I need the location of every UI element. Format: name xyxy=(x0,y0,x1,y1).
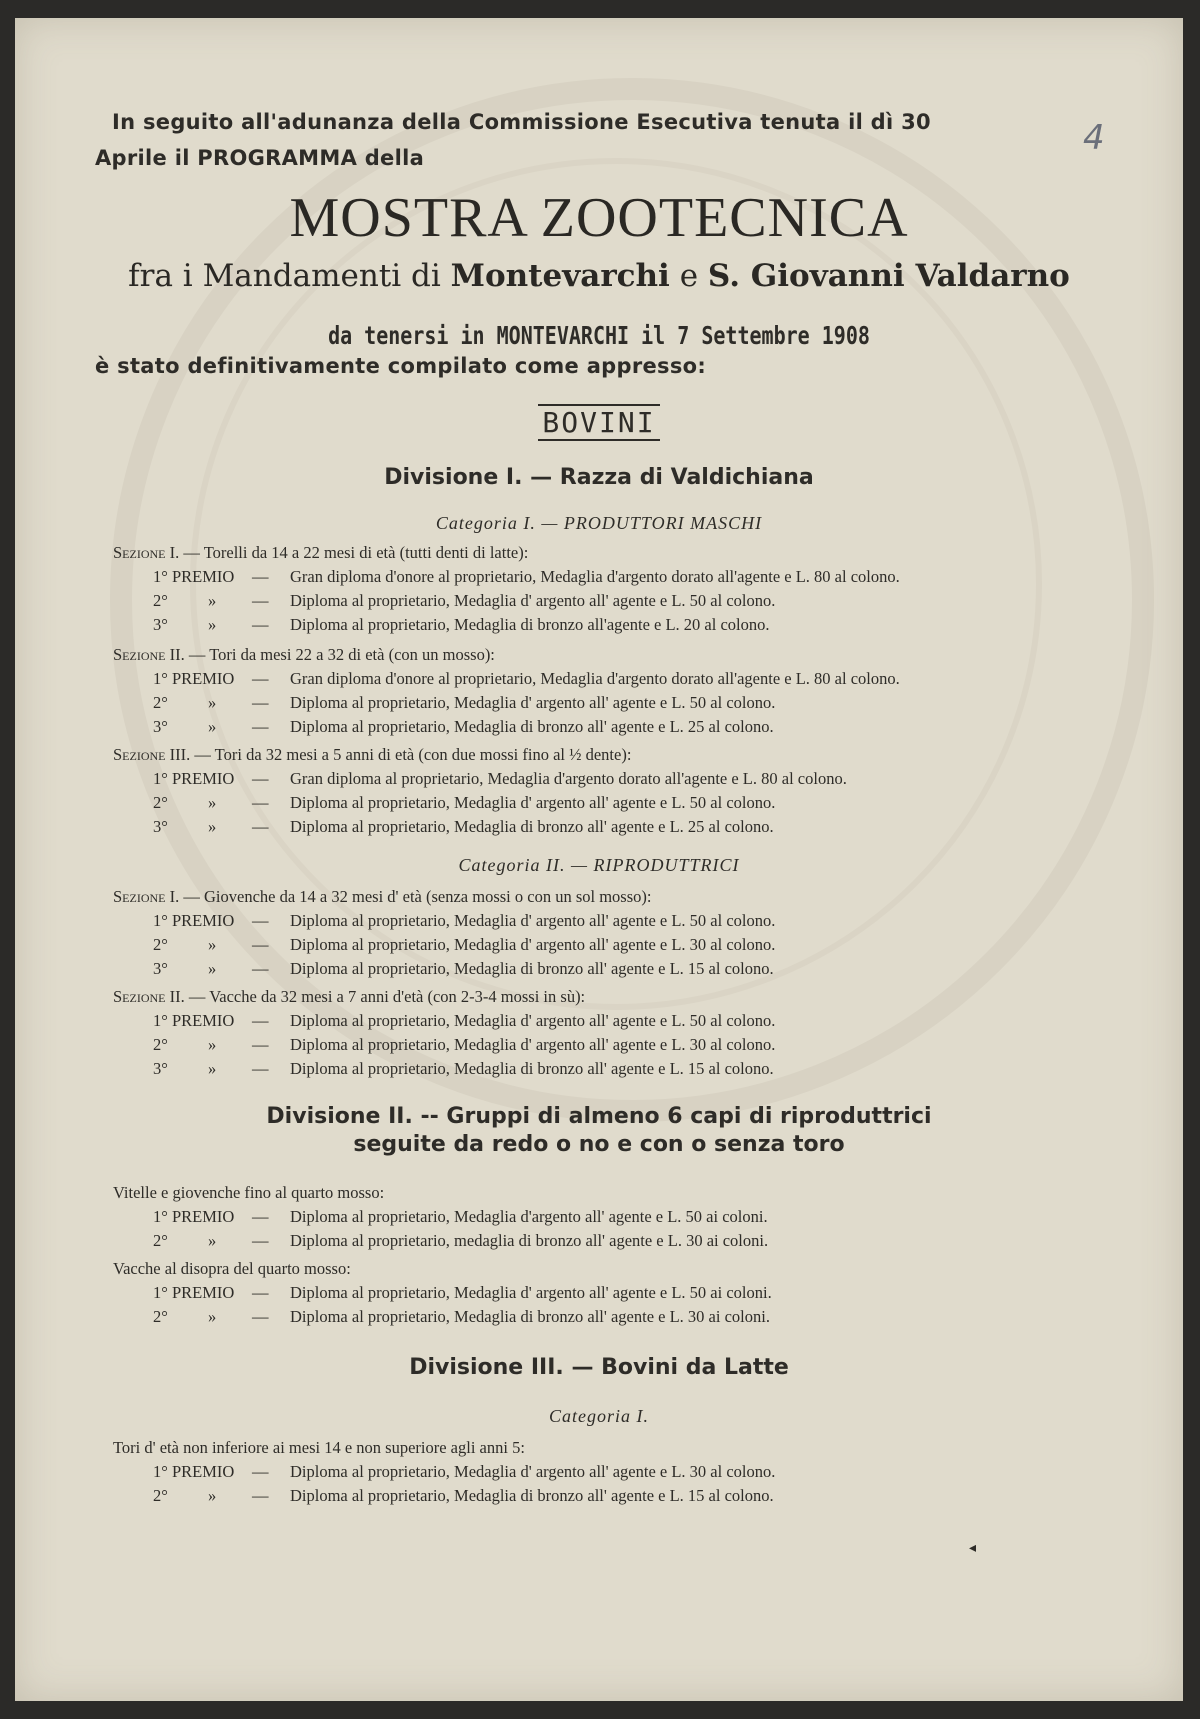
dash: — xyxy=(252,717,269,736)
dash: — xyxy=(252,1231,269,1250)
section-label: Sezione xyxy=(113,645,166,664)
section-label: Sezione xyxy=(113,987,166,1006)
prize-rank: 1° PREMIO xyxy=(153,1207,235,1226)
intro-line-2: Aprile il PROGRAMMA della xyxy=(95,146,425,170)
dash: — xyxy=(252,1307,269,1326)
ditto-mark: » xyxy=(208,717,217,736)
division-1-heading: Divisione I. — Razza di Valdichiana xyxy=(384,465,814,490)
dateline: da tenersi in MONTEVARCHI il 7 Settembre 1908 xyxy=(328,320,870,350)
page-number: 4 xyxy=(1083,118,1105,158)
prize-rank: 1° PREMIO xyxy=(153,911,235,930)
div1-category-2: Categoria II. — RIPRODUTTRICI xyxy=(458,855,740,875)
section-line xyxy=(113,645,495,665)
dash: — xyxy=(252,959,269,978)
dash: — xyxy=(252,1035,269,1054)
dash: — xyxy=(252,669,269,688)
ditto-mark: » xyxy=(208,959,217,978)
dash: — xyxy=(252,769,269,788)
prize-rank: 2° xyxy=(153,591,168,610)
div1-category-1: Categoria I. — PRODUTTORI MASCHI xyxy=(435,513,763,533)
prize-description: Diploma al proprietario, Medaglia d' argento all' agente e L. 50 al colono. xyxy=(290,1011,776,1030)
prize-rank: 2° xyxy=(153,1307,168,1326)
dash: — xyxy=(252,1011,269,1030)
prize-rank: 2° xyxy=(153,693,168,712)
group-text: Tori d' età non inferiore ai mesi 14 e non superiore agli anni 5: xyxy=(113,1438,525,1457)
prize-rank: 3° xyxy=(153,717,168,736)
ditto-mark: » xyxy=(208,693,217,712)
group-text: Vacche al disopra del quarto mosso: xyxy=(113,1259,351,1278)
division-2-heading-1: Divisione II. -- Gruppi di almeno 6 capi di riproduttrici xyxy=(266,1104,932,1129)
section-label: Sezione xyxy=(113,887,166,906)
prize-rank: 2° xyxy=(153,1035,168,1054)
ditto-mark: » xyxy=(208,1486,217,1505)
ditto-mark: » xyxy=(208,793,217,812)
dash: — xyxy=(252,615,269,634)
prize-description: Diploma al proprietario, Medaglia d' argento all' agente e L. 50 al colono. xyxy=(290,793,776,812)
prize-rank: 2° xyxy=(153,1231,168,1250)
compiled-line: è stato definitivamente compilato come appresso: xyxy=(95,354,707,378)
subtitle-place-2: S. Giovanni Valdarno xyxy=(707,258,1070,294)
subtitle-place-1: Montevarchi xyxy=(450,258,670,294)
dash: — xyxy=(252,591,269,610)
prize-description: Gran diploma d'onore al proprietario, Medaglia d'argento dorato all'agente e L. 80 al colono. xyxy=(290,669,900,688)
group-text: Vitelle e giovenche fino al quarto mosso: xyxy=(113,1183,385,1202)
ditto-mark: » xyxy=(208,591,217,610)
document-page xyxy=(15,18,1183,1701)
document-subtitle xyxy=(15,258,1183,294)
dash: — xyxy=(252,1207,269,1226)
intro-line-1: In seguito all'adunanza della Commissione Esecutiva tenuta il dì 30 xyxy=(112,110,931,134)
ditto-mark: » xyxy=(208,1231,217,1250)
section-line xyxy=(113,887,651,907)
section-text: II. — Tori da mesi 22 a 32 di età (con un mosso): xyxy=(169,645,495,664)
prize-description: Diploma al proprietario, Medaglia di bronzo all' agente e L. 30 ai coloni. xyxy=(290,1307,770,1326)
prize-description: Diploma al proprietario, Medaglia d' argento all' agente e L. 30 al colono. xyxy=(290,1035,776,1054)
prize-description: Diploma al proprietario, Medaglia di bronzo all' agente e L. 15 al colono. xyxy=(290,959,774,978)
div3-category-1: Categoria I. xyxy=(549,1406,649,1426)
dash: — xyxy=(252,1462,269,1481)
dash: — xyxy=(252,911,269,930)
document-title: MOSTRA ZOOTECNICA xyxy=(289,187,909,249)
prize-rank: 3° xyxy=(153,817,168,836)
prize-rank: 3° xyxy=(153,959,168,978)
dash: — xyxy=(252,693,269,712)
section-line xyxy=(113,987,585,1007)
ditto-mark: » xyxy=(208,1059,217,1078)
prize-description: Diploma al proprietario, medaglia di bronzo all' agente e L. 30 ai coloni. xyxy=(290,1231,769,1250)
dash: — xyxy=(252,793,269,812)
prize-rank: 2° xyxy=(153,1486,168,1505)
dash: — xyxy=(252,1059,269,1078)
dash: — xyxy=(252,1283,269,1302)
prize-description: Diploma al proprietario, Medaglia d' argento all' agente e L. 50 al colono. xyxy=(290,693,776,712)
prize-rank: 2° xyxy=(153,935,168,954)
section-text: III. — Tori da 32 mesi a 5 anni di età (con due mossi fino al ½ dente): xyxy=(169,745,632,764)
subtitle-part-2: e xyxy=(669,258,708,294)
prize-description: Diploma al proprietario, Medaglia di bronzo all' agente e L. 15 al colono. xyxy=(290,1486,774,1505)
section-title-text: BOVINI xyxy=(538,404,659,441)
prize-rank: 1° PREMIO xyxy=(153,769,235,788)
prize-rank: 3° xyxy=(153,615,168,634)
prize-description: Diploma al proprietario, Medaglia di bronzo all' agente e L. 25 al colono. xyxy=(290,817,774,836)
prize-description: Diploma al proprietario, Medaglia di bronzo all' agente e L. 25 al colono. xyxy=(290,717,774,736)
section-text: II. — Vacche da 32 mesi a 7 anni d'età (con 2-3-4 mossi in sù): xyxy=(169,987,586,1006)
prize-description: Gran diploma d'onore al proprietario, Medaglia d'argento dorato all'agente e L. 80 al colono. xyxy=(290,567,900,586)
dash: — xyxy=(252,935,269,954)
prize-description: Diploma al proprietario, Medaglia d' argento all' agente e L. 50 ai coloni. xyxy=(290,1283,772,1302)
ink-mark: ◂ xyxy=(969,1541,977,1556)
section-title xyxy=(15,406,1183,439)
section-line xyxy=(113,745,631,765)
prize-description: Diploma al proprietario, Medaglia di bronzo all'agente e L. 20 al colono. xyxy=(290,615,770,634)
prize-rank: 1° PREMIO xyxy=(153,1283,235,1302)
prize-description: Diploma al proprietario, Medaglia di bronzo all' agente e L. 15 al colono. xyxy=(290,1059,774,1078)
prize-description: Gran diploma al proprietario, Medaglia d'argento dorato all'agente e L. 80 al colono. xyxy=(290,769,847,788)
dash: — xyxy=(252,567,269,586)
prize-description: Diploma al proprietario, Medaglia d' argento all' agente e L. 50 al colono. xyxy=(290,911,776,930)
dash: — xyxy=(252,1486,269,1505)
section-label: Sezione xyxy=(113,543,166,562)
prize-description: Diploma al proprietario, Medaglia d'argento all' agente e L. 50 ai coloni. xyxy=(290,1207,768,1226)
ditto-mark: » xyxy=(208,615,217,634)
prize-rank: 2° xyxy=(153,793,168,812)
ditto-mark: » xyxy=(208,1035,217,1054)
ditto-mark: » xyxy=(208,817,217,836)
prize-rank: 1° PREMIO xyxy=(153,567,235,586)
prize-rank: 1° PREMIO xyxy=(153,1462,235,1481)
section-text: I. — Torelli da 14 a 22 mesi di età (tutti denti di latte): xyxy=(169,543,529,562)
prize-description: Diploma al proprietario, Medaglia d' argento all' agente e L. 30 al colono. xyxy=(290,935,776,954)
ditto-mark: » xyxy=(208,935,217,954)
prize-rank: 3° xyxy=(153,1059,168,1078)
prize-description: Diploma al proprietario, Medaglia d' argento all' agente e L. 50 al colono. xyxy=(290,591,776,610)
subtitle-part-1: fra i Mandamenti di xyxy=(128,258,451,294)
prize-description: Diploma al proprietario, Medaglia d' argento all' agente e L. 30 al colono. xyxy=(290,1462,776,1481)
dash: — xyxy=(252,817,269,836)
section-label: Sezione xyxy=(113,745,166,764)
division-3-heading: Divisione III. — Bovini da Latte xyxy=(409,1355,789,1380)
section-text: I. — Giovenche da 14 a 32 mesi d' età (senza mossi o con un sol mosso): xyxy=(169,887,652,906)
prize-rank: 1° PREMIO xyxy=(153,1011,235,1030)
division-2-heading-2: seguite da redo o no e con o senza toro xyxy=(353,1132,845,1157)
ditto-mark: » xyxy=(208,1307,217,1326)
prize-rank: 1° PREMIO xyxy=(153,669,235,688)
section-line xyxy=(113,543,528,563)
